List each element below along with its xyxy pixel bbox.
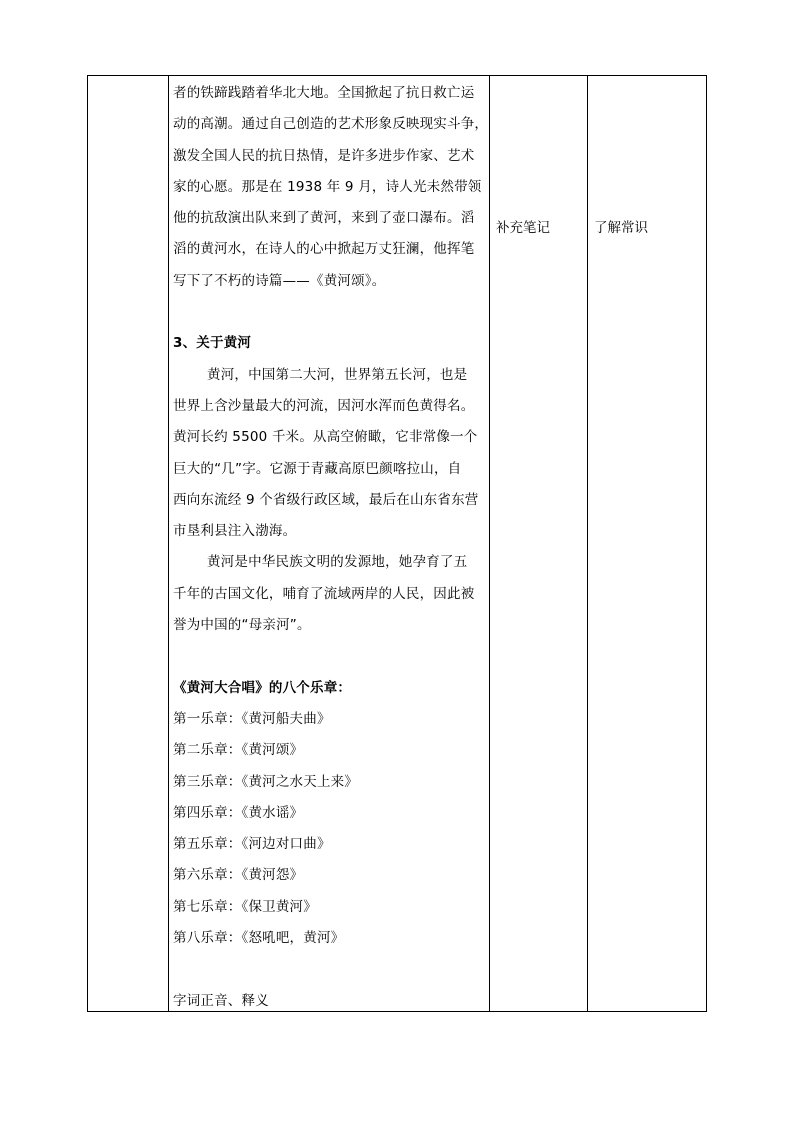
section-heading: 3、关于黄河	[173, 335, 252, 352]
paragraph-background	[173, 78, 489, 297]
list-item: 第五乐章：《河边对口曲》	[173, 836, 331, 853]
list-item: 第六乐章：《黄河怨》	[173, 867, 304, 884]
text-line: 世界上含沙量最大的河流，因河水浑而色黄得名。	[173, 397, 475, 414]
column-divider	[489, 76, 490, 1011]
paragraph-mother-river	[173, 547, 485, 641]
list-item: 第二乐章：《黄河颂》	[173, 742, 304, 759]
text-line: 黄河长约 5500 千米。从高空俯瞰，它非常像一个	[173, 429, 478, 446]
text-line: 黄河，中国第二大河，世界第五长河，也是	[207, 366, 468, 383]
list-item: 第七乐章：《保卫黄河》	[173, 898, 317, 915]
paragraph-yellow-river	[173, 360, 485, 548]
text-line: 市垦利县注入渤海。	[173, 523, 297, 540]
blank-line	[173, 641, 485, 672]
blank-line	[173, 297, 485, 328]
text-line: 激发全国人民的抗日热情，是许多进步作家、艺术	[173, 147, 475, 164]
text-line: 他的抗敌演出队来到了黄河，来到了壶口瀑布。滔	[173, 210, 475, 227]
text-line: 滔的黄河水，在诗人的心中掀起万丈狂澜，他挥笔	[173, 241, 475, 258]
general-knowledge-label: 了解常识	[594, 220, 648, 236]
lesson-table	[87, 75, 707, 1012]
final-heading: 字词正音、释义	[173, 992, 269, 1009]
movements-heading: 《黄河大合唱》的八个乐章：	[173, 679, 352, 696]
text-line: 动的高潮。通过自己创造的艺术形象反映现实斗争，	[173, 116, 489, 133]
text-line: 写下了不朽的诗篇——《黄河颂》。	[173, 272, 386, 289]
text-line: 西向东流经 9 个省级行政区域，最后在山东省东营	[173, 491, 479, 508]
main-content-cell	[173, 78, 489, 1017]
text-line: 千年的古国文化，哺育了流域两岸的人民，因此被	[173, 585, 475, 602]
text-line: 誉为中国的“母亲河”。	[173, 617, 311, 634]
text-line: 家的心愿。那是在 1938 年 9 月，诗人光未然带领	[173, 178, 482, 195]
blank-line	[173, 954, 485, 985]
supplementary-notes-label: 补充笔记	[496, 220, 550, 236]
movements-list	[173, 704, 485, 954]
column-divider	[168, 76, 169, 1011]
list-item: 第四乐章：《黄水谣》	[173, 804, 304, 821]
text-line: 巨大的“几”字。它源于青藏高原巴颜喀拉山，自	[173, 460, 462, 477]
text-line: 黄河是中华民族文明的发源地，她孕育了五	[207, 554, 468, 571]
list-item: 第一乐章：《黄河船夫曲》	[173, 710, 331, 727]
text-line: 者的铁蹄践踏着华北大地。全国掀起了抗日救亡运	[173, 85, 475, 101]
list-item: 第三乐章：《黄河之水天上来》	[173, 773, 359, 790]
column-divider	[587, 76, 588, 1011]
list-item: 第八乐章：《怒吼吧，黄河》	[173, 930, 345, 947]
